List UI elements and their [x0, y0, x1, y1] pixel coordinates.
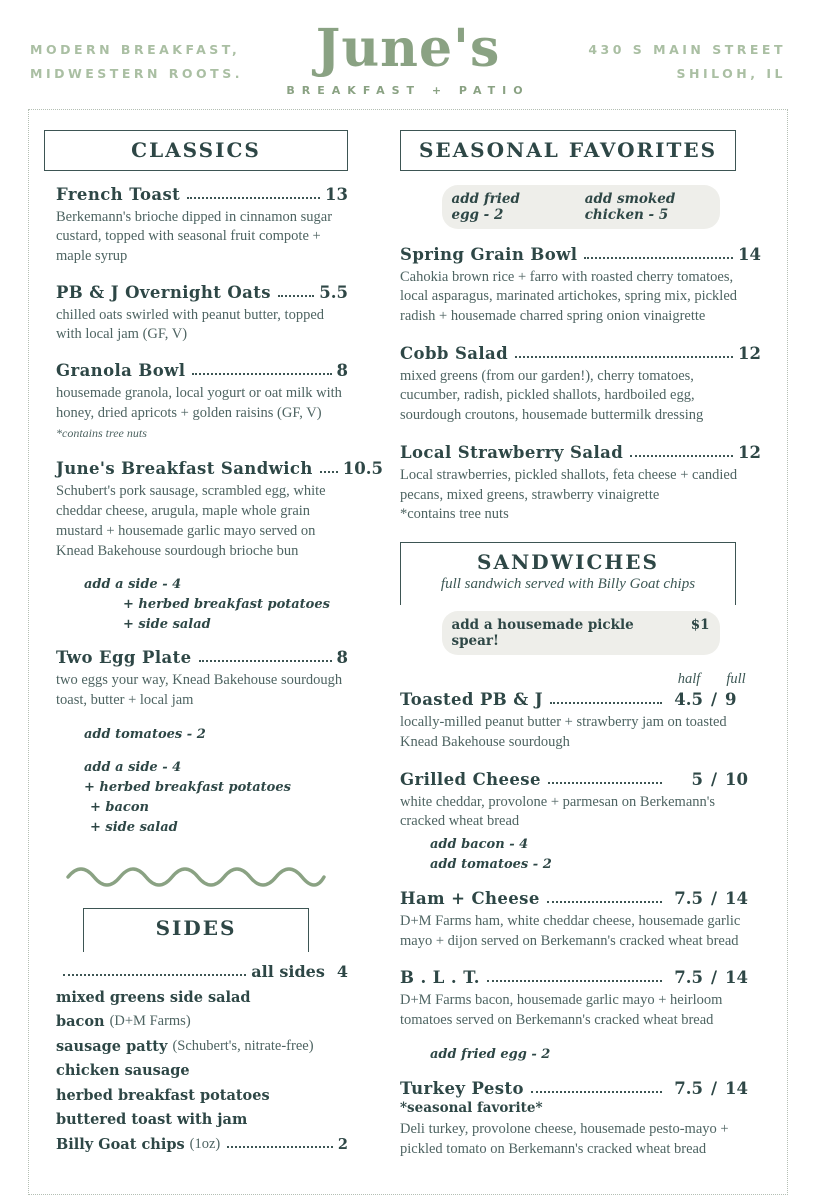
addon-line: add bacon - 4 [430, 836, 529, 852]
classics-items [44, 184, 383, 835]
full-price: 14 [725, 888, 748, 908]
item-description [400, 367, 742, 426]
section-title: SEASONAL FAVORITES [418, 137, 718, 162]
dotted-leader [630, 455, 733, 457]
dotted-leader [515, 356, 733, 358]
dotted-leader [584, 257, 733, 259]
item-description [400, 268, 742, 327]
item-name: Cobb Salad [400, 343, 509, 363]
menu-sheet [28, 109, 788, 1195]
item-description [56, 482, 348, 561]
item-desc-text: Local strawberries, pickled shallots, feta cheese + candied pecans, mixed greens, strawberry vinaigrette [400, 466, 738, 503]
item-description [56, 306, 348, 345]
item-description [400, 1120, 742, 1159]
pill-addon-left: add fried egg - 2 [451, 190, 520, 223]
item-desc-text: housemade granola, local yogurt or oat milk with honey, dried apricots + golden raisins (GF, V) [56, 385, 342, 421]
dotted-leader [227, 1146, 333, 1148]
section-subtitle: full sandwich served with Billy Goat chips [440, 576, 696, 593]
item-desc-text: Schubert's pork sausage, scrambled egg, white cheddar cheese, arugula, maple whole grain mustard + housemade garlic mayo served on Knead Bakehouse sourdough brioche bun [56, 483, 326, 559]
pill-addon-right: add smoked chicken - 5 [584, 190, 676, 223]
item-desc-text: white cheddar, provolone + parmesan on Berkemann's cracked wheat bread [400, 793, 716, 830]
addon-line: add a side - 4 [84, 759, 182, 775]
section-title: SIDES [155, 915, 237, 940]
dotted-leader [320, 471, 338, 473]
price-pair [667, 690, 761, 709]
item-name: Spring Grain Bowl [400, 244, 578, 264]
item-description [400, 713, 742, 752]
item-price: 10.5 [342, 459, 383, 479]
menu-item-ham-cheese [400, 889, 761, 951]
item-description [400, 912, 742, 951]
menu-item-two-egg-plate [56, 648, 348, 834]
side-note: (Schubert's, nitrate-free) [172, 1037, 314, 1054]
right-column [400, 130, 761, 1177]
pill-label: add a housemade pickle spear! [451, 617, 634, 650]
item-price: 5.5 [319, 282, 348, 302]
addon-line: add fried egg - 2 [430, 1046, 551, 1062]
item-desc-text: D+M Farms ham, white cheddar cheese, housemade garlic mayo + dijon served on Berkemann's cracked wheat bread [400, 912, 741, 949]
section-sides-header [83, 908, 309, 952]
half-full-columns [667, 671, 761, 688]
tagline-line1: MODERN BREAKFAST, [30, 42, 241, 57]
price-pair [667, 770, 761, 789]
addon-line: add a side - 4 [84, 577, 182, 593]
full-price: 10 [725, 769, 748, 789]
item-desc-text: Cahokia brown rice + farro with roasted cherry tomatoes, local asparagus, marinated artichokes, spring mix, pickled radish + housemade charred spring onion vinaigrette [400, 268, 738, 325]
item-name: Local Strawberry Salad [400, 442, 624, 462]
side-note: (1oz) [189, 1135, 221, 1152]
addon-line: + side salad [123, 617, 211, 633]
item-description [400, 991, 742, 1030]
item-price: 14 [738, 244, 761, 264]
side-name: Billy Goat chips [56, 1135, 185, 1153]
item-desc-text: two eggs your way, Knead Bakehouse sourdough toast, butter + local jam [56, 672, 343, 708]
item-name: B . L . T. [400, 968, 480, 988]
item-desc-text: Berkemann's brioche dipped in cinnamon sugar custard, topped with seasonal fruit compote + maple syrup [56, 208, 333, 265]
item-name: Granola Bowl [56, 361, 186, 381]
price-separator: / [710, 690, 718, 710]
side-item [56, 1013, 348, 1030]
full-column-label: full [726, 671, 746, 688]
logo-block [260, 18, 556, 97]
item-desc-text: chilled oats swirled with peanut butter, topped with local jam (GF, V) [56, 306, 325, 343]
item-row [400, 344, 761, 363]
item-name: Grilled Cheese [400, 769, 541, 789]
price-separator: / [710, 769, 718, 789]
pickle-spear-pill [442, 611, 720, 655]
half-full-header [400, 671, 761, 688]
addon-line: add tomatoes - 2 [430, 856, 552, 872]
item-row [400, 770, 761, 789]
dotted-leader [531, 1091, 662, 1093]
logo-subtitle: BREAKFAST + PATIO [286, 83, 530, 97]
item-name: Toasted PB & J [400, 690, 543, 710]
squiggle-icon [63, 857, 329, 887]
half-price: 7.5 [674, 968, 703, 988]
price-separator: / [710, 1078, 718, 1098]
price-separator: / [710, 888, 718, 908]
price-pair [667, 889, 761, 908]
item-desc-text: Deli turkey, provolone cheese, housemade pesto-mayo + pickled tomato on Berkemann's cracked wheat bread [400, 1120, 729, 1157]
dotted-leader [278, 295, 314, 297]
menu-item-cobb-salad [400, 344, 761, 426]
side-name: mixed greens side salad [56, 988, 251, 1006]
full-price: 9 [725, 690, 737, 710]
item-price: 12 [738, 343, 761, 363]
side-item [56, 1062, 348, 1079]
menu-item-overnight-oats [56, 283, 348, 345]
all-sides-row [56, 962, 348, 981]
masthead [28, 14, 788, 103]
side-name: chicken sausage [56, 1062, 190, 1080]
addon-line: add tomatoes - 2 [84, 726, 206, 742]
side-item [56, 1136, 348, 1153]
price-pair [667, 1079, 761, 1098]
menu-item-strawberry-salad [400, 443, 761, 525]
item-name: PB & J Overnight Oats [56, 282, 271, 302]
side-name: buttered toast with jam [56, 1111, 248, 1129]
item-row [56, 459, 383, 479]
item-row [400, 690, 761, 709]
item-name: French Toast [56, 184, 181, 204]
half-price: 5 [691, 769, 703, 789]
item-price: 8 [336, 648, 348, 668]
section-classics-header [44, 130, 348, 171]
menu-item-turkey-pesto [400, 1079, 761, 1159]
seasonal-favorite-note: *seasonal favorite* [400, 1099, 543, 1116]
side-name: sausage patty [56, 1037, 168, 1055]
half-price: 7.5 [674, 888, 703, 908]
addon-line: + herbed breakfast potatoes [84, 779, 291, 795]
item-row [400, 1079, 761, 1098]
item-name: Two Egg Plate [56, 648, 192, 668]
tagline [30, 22, 260, 87]
address-line1: 430 S MAIN STREET [588, 42, 786, 57]
item-description [56, 384, 348, 443]
item-description [56, 208, 348, 267]
item-row [56, 283, 348, 302]
side-name: herbed breakfast potatoes [56, 1086, 270, 1104]
side-item [56, 989, 348, 1006]
item-price: 13 [325, 184, 348, 204]
menu-item-grilled-cheese [400, 770, 761, 872]
item-desc-text: mixed greens (from our garden!), cherry tomatoes, cucumber, radish, pickled shallots, hardboiled egg, sourdough croutons, housemade buttermilk dressing [400, 367, 704, 424]
side-item [56, 1111, 348, 1128]
item-row [400, 968, 761, 987]
full-price: 14 [725, 1078, 748, 1098]
dotted-leader [199, 660, 332, 662]
menu-item-granola-bowl [56, 361, 348, 443]
address-line2: SHILOH, IL [676, 66, 786, 82]
item-row [56, 361, 348, 380]
address [556, 22, 786, 87]
section-title: SANDWICHES [477, 550, 659, 575]
restaurant-logo: June's [315, 18, 501, 79]
side-name: bacon [56, 1013, 105, 1031]
dotted-leader [547, 901, 662, 903]
side-price: 2 [337, 1135, 348, 1153]
item-description [56, 671, 348, 710]
all-sides-price: 4 [336, 961, 348, 981]
item-description [400, 466, 742, 505]
item-name: Ham + Cheese [400, 888, 540, 908]
dotted-leader [550, 702, 662, 704]
half-price: 7.5 [674, 1078, 703, 1098]
section-sandwiches-header [400, 542, 736, 605]
dotted-leader [63, 974, 246, 976]
item-name: June's Breakfast Sandwich [56, 459, 313, 479]
menu-item-spring-grain-bowl [400, 245, 761, 327]
item-price: 12 [738, 442, 761, 462]
side-item [56, 1087, 348, 1104]
addon-line: + bacon [90, 799, 149, 815]
addon-line: + herbed breakfast potatoes [123, 597, 330, 613]
item-row [400, 889, 761, 908]
menu-item-breakfast-sandwich [56, 459, 383, 633]
side-item [56, 1038, 348, 1055]
price-pair [667, 968, 761, 987]
half-price: 4.5 [674, 690, 703, 710]
dotted-leader [548, 782, 662, 784]
menu-item-blt [400, 968, 761, 1061]
item-row [56, 648, 348, 667]
menu-item-toasted-pbj [400, 690, 761, 752]
squiggle-divider [44, 857, 348, 892]
price-separator: / [710, 968, 718, 988]
section-seasonal-header [400, 130, 736, 171]
all-sides-label: all sides [251, 961, 325, 981]
section-title: CLASSICS [131, 137, 261, 162]
half-column-label: half [677, 671, 701, 688]
left-column [44, 130, 383, 1177]
item-row [400, 245, 761, 264]
item-name: Turkey Pesto [400, 1078, 524, 1098]
allergen-note: *contains tree nuts [56, 425, 147, 440]
dotted-leader [192, 373, 331, 375]
dotted-leader [487, 980, 662, 982]
tagline-line2: MIDWESTERN ROOTS. [30, 66, 243, 82]
item-description [400, 793, 742, 832]
menu-item-french-toast [56, 185, 348, 267]
item-desc-text: locally-milled peanut butter + strawberry jam on toasted Knead Bakehouse sourdough [400, 714, 727, 750]
allergen-note: *contains tree nuts [400, 506, 509, 523]
pill-price: $1 [690, 617, 710, 634]
item-row [400, 443, 761, 462]
sides-list [44, 962, 348, 1153]
item-desc-text: D+M Farms bacon, housemade garlic mayo + heirloom tomatoes served on Berkemann's cracked wheat bread [400, 992, 723, 1029]
seasonal-addons-pill [442, 185, 720, 229]
full-price: 14 [725, 968, 748, 988]
addon-line: + side salad [90, 819, 178, 835]
dotted-leader [187, 197, 320, 199]
item-row [56, 185, 348, 204]
side-note: (D+M Farms) [109, 1013, 191, 1030]
item-price: 8 [336, 361, 348, 381]
